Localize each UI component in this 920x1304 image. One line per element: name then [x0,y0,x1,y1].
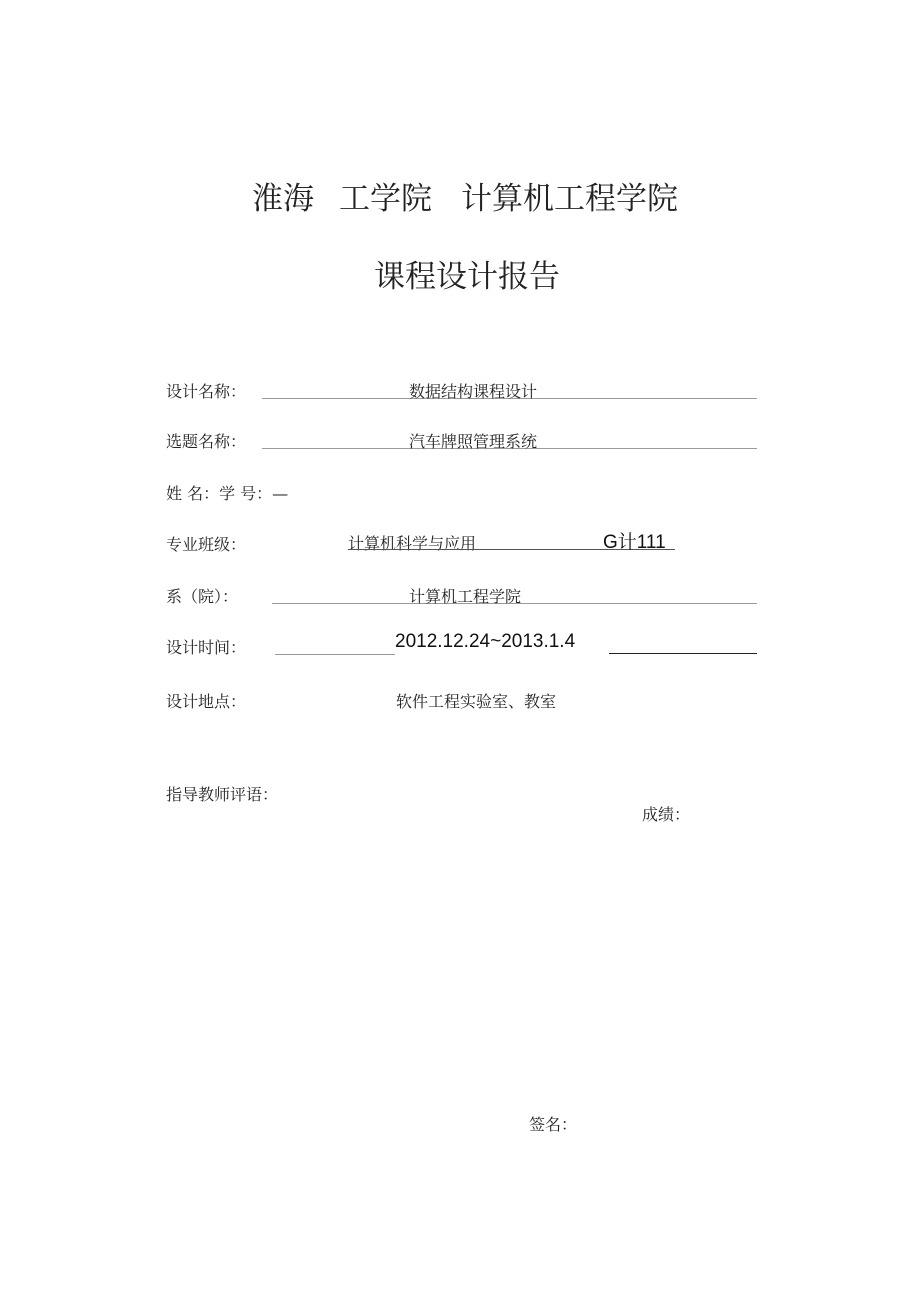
signature-label: 签名： [529,1115,578,1134]
title-school-part2: 工学院 [339,181,432,217]
grade-label: 成绩： [642,805,691,824]
major-value: 计算机科学与应用 [348,534,477,553]
class-value: G计111 [603,532,666,553]
design-name-value: 数据结构课程设计 [409,382,538,401]
advisor-comment-label: 指导教师评语： [166,785,279,804]
design-time-underline-right [609,653,757,654]
location-value: 软件工程实验室、教室 [396,692,557,711]
design-time-label: 设计时间： [166,638,247,657]
department-value: 计算机工程学院 [409,587,522,606]
title-school-part3: 计算机工程学院 [461,181,678,217]
topic-value: 汽车牌照管理系统 [409,432,538,451]
topic-label: 选题名称： [166,432,247,451]
design-time-underline-left [275,654,395,655]
title-school-part1: 淮海 [252,181,314,217]
design-name-label: 设计名称： [166,382,247,401]
major-class-label: 专业班级： [166,535,247,554]
department-label: 系（院）： [166,587,239,606]
name-id-label: 姓 名：学 号：— [166,484,289,503]
design-time-value: 2012.12.24~2013.1.4 [395,631,576,652]
location-label: 设计地点： [166,692,247,711]
title-report: 课程设计报告 [374,259,560,295]
